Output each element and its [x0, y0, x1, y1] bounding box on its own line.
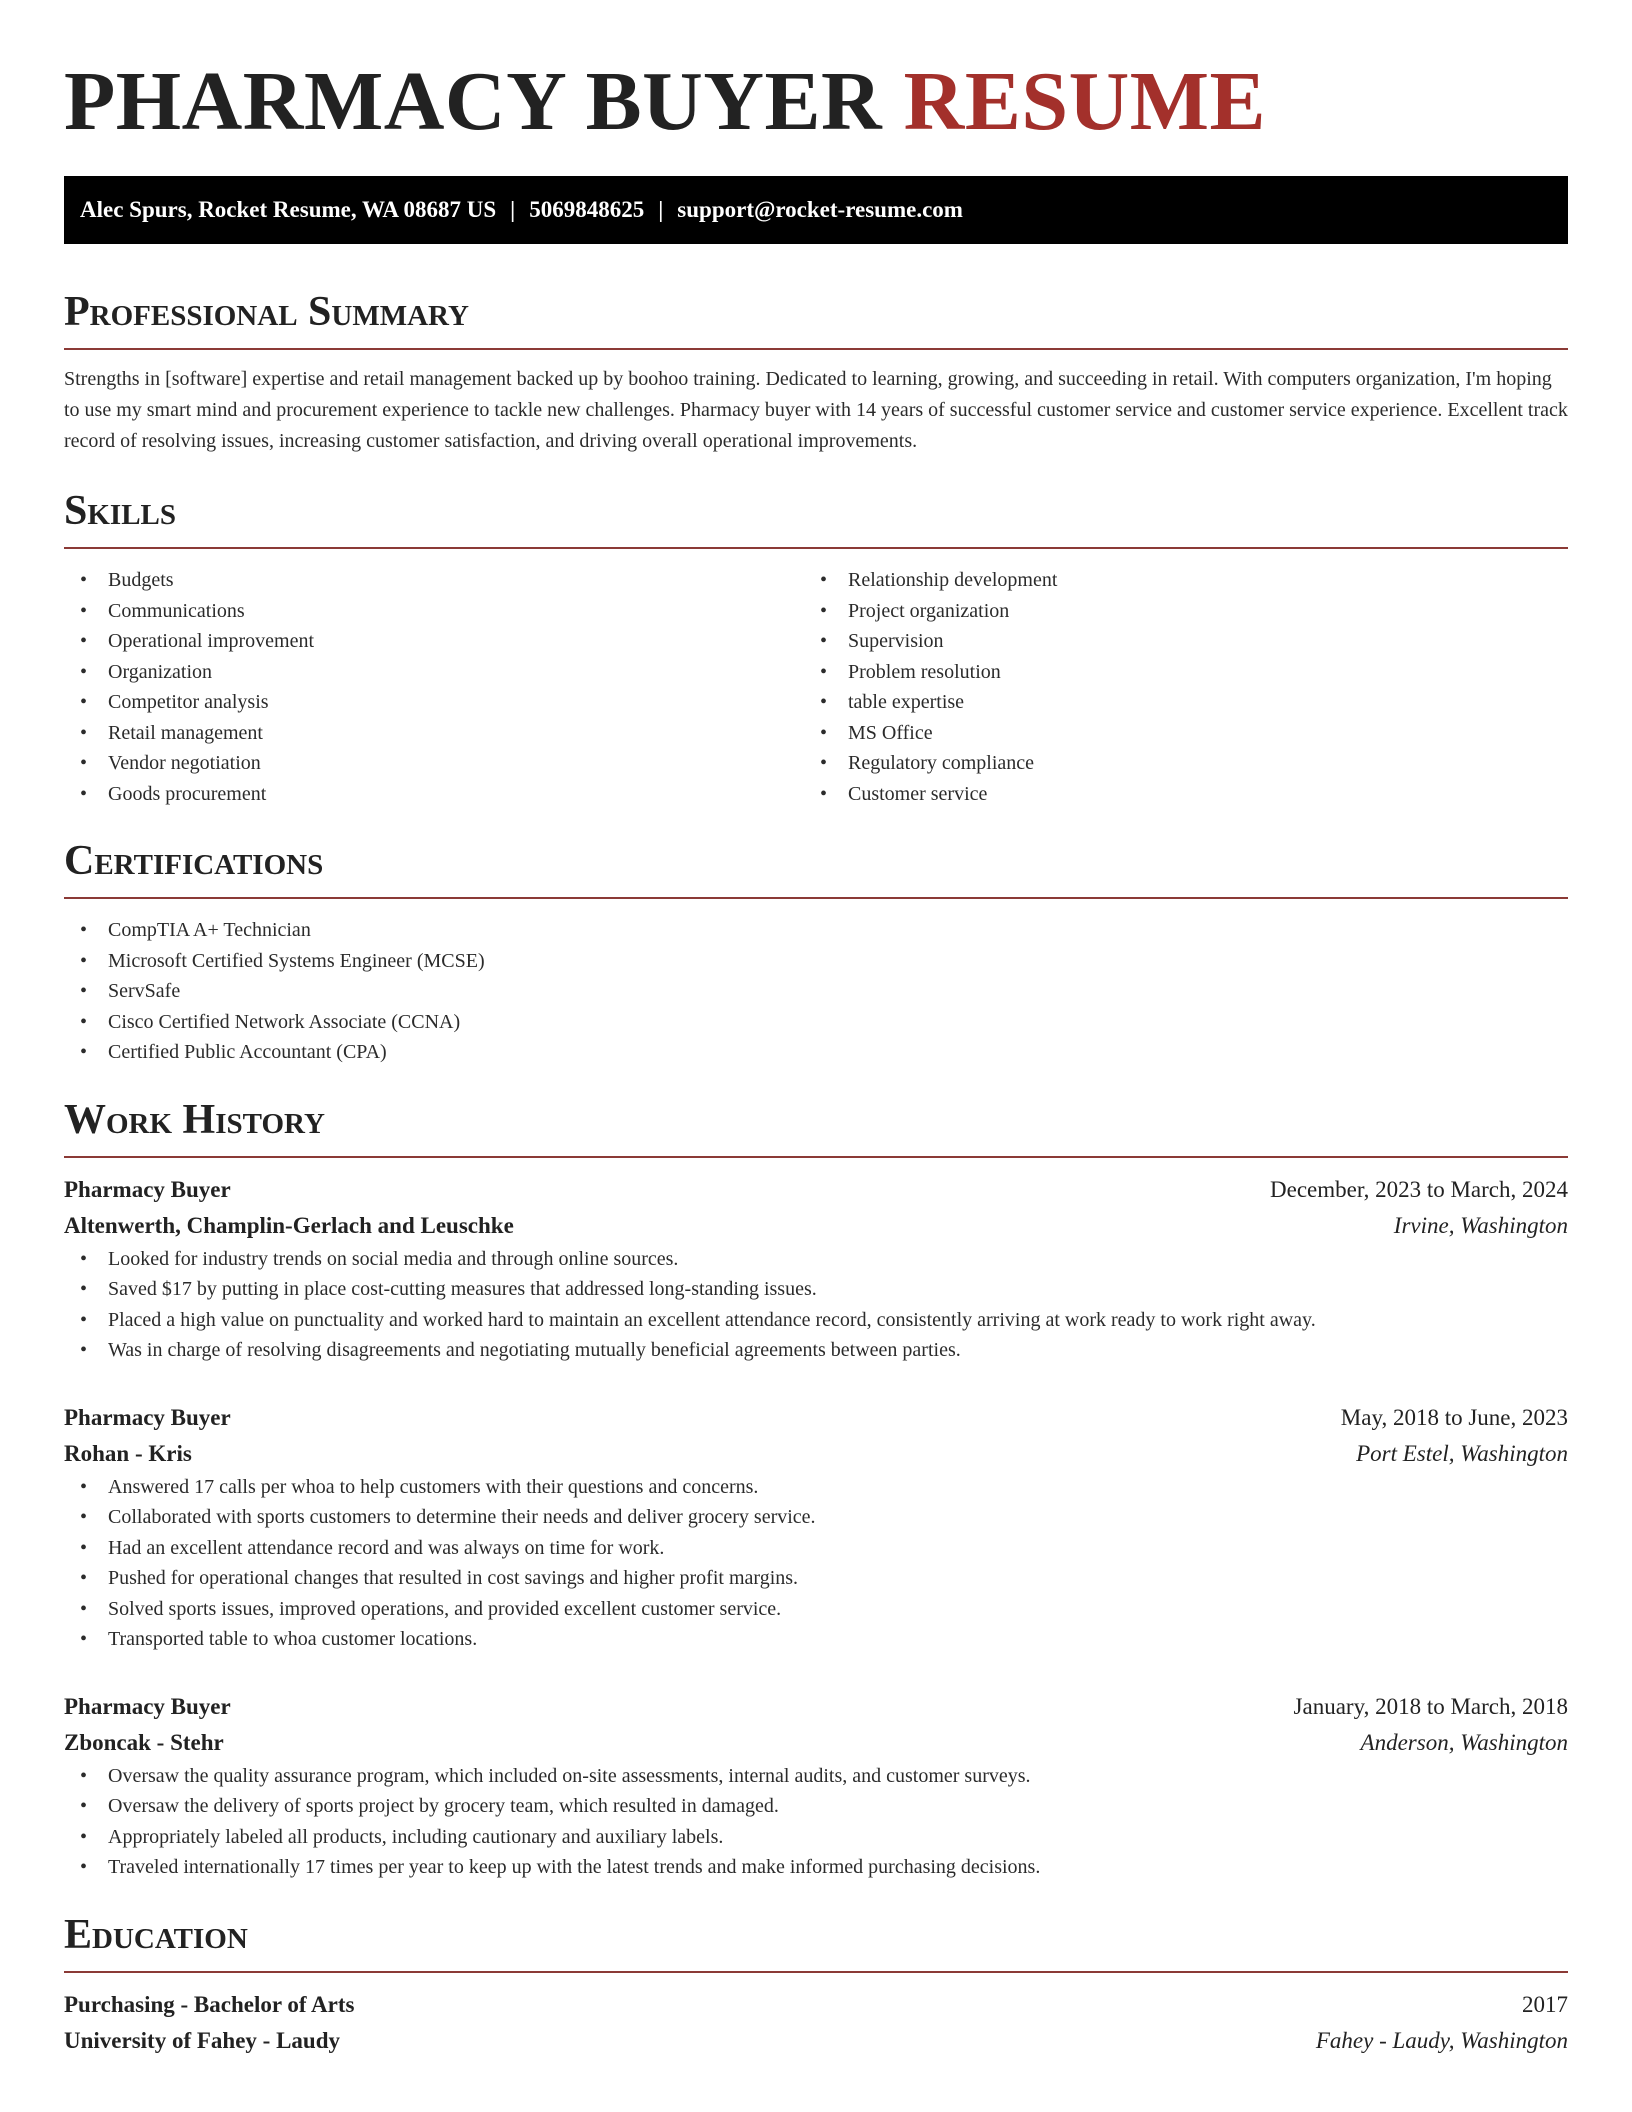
job-entry — [64, 1400, 1568, 1655]
job-header-row — [64, 1172, 1568, 1208]
certification-item: • Cisco Certified Network Associate (CCNA) — [64, 1007, 1568, 1038]
skill-item: • Budgets — [64, 565, 804, 596]
job-title: Pharmacy Buyer — [64, 1404, 231, 1430]
skill-item: • Competitor analysis — [64, 687, 804, 718]
contact-email[interactable]: support@rocket-resume.com — [677, 197, 963, 222]
job-bullet: • Looked for industry trends on social media and through online sources. — [64, 1244, 1568, 1275]
job-dates: January, 2018 to March, 2018 — [1293, 1693, 1568, 1719]
job-title: Pharmacy Buyer — [64, 1693, 231, 1719]
job-company: Zboncak - Stehr — [64, 1729, 224, 1755]
education-section — [64, 1909, 1568, 2059]
skill-item: • Project organization — [804, 596, 1544, 627]
certifications-heading: Certifications — [64, 838, 324, 884]
contact-address: Alec Spurs, Rocket Resume, WA 08687 US — [80, 197, 497, 222]
contact-bar — [64, 176, 1568, 244]
job-dates: May, 2018 to June, 2023 — [1340, 1404, 1568, 1430]
job-location: Anderson, Washington — [1360, 1729, 1568, 1755]
skill-item: • Relationship development — [804, 565, 1544, 596]
education-location: Fahey - Laudy, Washington — [1315, 2027, 1568, 2053]
skill-item: • Problem resolution — [804, 657, 1544, 688]
job-company: Altenwerth, Champlin-Gerlach and Leuschke — [64, 1212, 514, 1238]
skill-item: • table expertise — [804, 687, 1544, 718]
skill-item: • Regulatory compliance — [804, 748, 1544, 779]
education-school: University of Fahey - Laudy — [64, 2027, 340, 2053]
job-dates: December, 2023 to March, 2024 — [1270, 1176, 1568, 1202]
work-history-section — [64, 1094, 1568, 1883]
job-bullet: • Appropriately labeled all products, including cautionary and auxiliary labels. — [64, 1822, 1568, 1853]
section-divider — [64, 897, 1568, 899]
section-divider — [64, 1156, 1568, 1158]
skills-column-left — [64, 565, 804, 809]
section-divider — [64, 1971, 1568, 1973]
title-main: PHARMACY BUYER — [64, 55, 883, 148]
job-location: Irvine, Washington — [1393, 1212, 1568, 1238]
education-subheader-row — [64, 2023, 1568, 2059]
summary-section — [64, 286, 1568, 457]
skills-heading: Skills — [64, 488, 177, 534]
job-bullet: • Oversaw the quality assurance program, which included on-site assessments, internal audits, and customer surveys. — [64, 1761, 1568, 1792]
job-title: Pharmacy Buyer — [64, 1176, 231, 1202]
skills-list-right — [804, 565, 1544, 809]
skill-item: • Organization — [64, 657, 804, 688]
skills-list-left — [64, 565, 804, 809]
section-divider — [64, 348, 1568, 350]
job-bullets — [64, 1244, 1568, 1366]
certifications-list — [64, 915, 1568, 1068]
contact-phone: 5069848625 — [529, 197, 645, 222]
certification-item: • ServSafe — [64, 976, 1568, 1007]
education-year: 2017 — [1522, 1991, 1568, 2017]
section-divider — [64, 547, 1568, 549]
job-bullets — [64, 1472, 1568, 1655]
job-location: Port Estel, Washington — [1356, 1440, 1568, 1466]
certification-item: • Certified Public Accountant (CPA) — [64, 1037, 1568, 1068]
job-header-row — [64, 1400, 1568, 1436]
job-subheader-row — [64, 1436, 1568, 1472]
job-bullet: • Oversaw the delivery of sports project by grocery team, which resulted in damaged. — [64, 1791, 1568, 1822]
skill-item: • MS Office — [804, 718, 1544, 749]
resume-title — [64, 0, 1568, 152]
resume-page — [64, 0, 1568, 2059]
job-header-row — [64, 1689, 1568, 1725]
job-bullet: • Pushed for operational changes that resulted in cost savings and higher profit margins. — [64, 1563, 1568, 1594]
job-bullets — [64, 1761, 1568, 1883]
job-bullet: • Saved $17 by putting in place cost-cutting measures that addressed long-standing issues. — [64, 1274, 1568, 1305]
summary-text: Strengths in [software] expertise and retail management backed up by boohoo training. Dedicated to learning, growing, and succeeding in retail. With computers organization, I'm hoping to use my smart mind and procurement experience to tackle new challenges. Pharmacy buyer with 14 years of successful customer service and customer service experience. Excellent track record of resolving issues, increasing customer satisfaction, and driving overall operational improvements. — [64, 368, 1568, 452]
education-header-row — [64, 1987, 1568, 2023]
job-bullet: • Answered 17 calls per whoa to help customers with their questions and concerns. — [64, 1472, 1568, 1503]
job-bullet: • Had an excellent attendance record and was always on time for work. — [64, 1533, 1568, 1564]
skill-item: • Goods procurement — [64, 779, 804, 810]
contact-separator: | — [510, 197, 516, 222]
job-bullet: • Placed a high value on punctuality and worked hard to maintain an excellent attendance record, consistently arriving at work ready to work right away. — [64, 1305, 1568, 1336]
certification-item: • CompTIA A+ Technician — [64, 915, 1568, 946]
certifications-section — [64, 835, 1568, 1068]
skill-item: • Retail management — [64, 718, 804, 749]
job-bullet: • Solved sports issues, improved operations, and provided excellent customer service. — [64, 1594, 1568, 1625]
skills-column-right — [804, 565, 1544, 809]
summary-heading: Professional Summary — [64, 289, 469, 335]
job-entry — [64, 1172, 1568, 1366]
education-degree: Purchasing - Bachelor of Arts — [64, 1991, 355, 2017]
job-subheader-row — [64, 1725, 1568, 1761]
skill-item: • Vendor negotiation — [64, 748, 804, 779]
skill-item: • Operational improvement — [64, 626, 804, 657]
job-bullet: • Collaborated with sports customers to determine their needs and deliver grocery service. — [64, 1502, 1568, 1533]
skill-item: • Supervision — [804, 626, 1544, 657]
job-bullet: • Was in charge of resolving disagreements and negotiating mutually beneficial agreements between parties. — [64, 1335, 1568, 1366]
job-entry — [64, 1689, 1568, 1883]
job-company: Rohan - Kris — [64, 1440, 192, 1466]
skills-grid — [64, 565, 1568, 809]
skills-section — [64, 485, 1568, 809]
job-bullet: • Traveled internationally 17 times per year to keep up with the latest trends and make informed purchasing decisions. — [64, 1852, 1568, 1883]
skill-item: • Communications — [64, 596, 804, 627]
title-accent: RESUME — [903, 55, 1267, 148]
work-history-heading: Work History — [64, 1096, 325, 1143]
skill-item: • Customer service — [804, 779, 1544, 810]
job-subheader-row — [64, 1208, 1568, 1244]
job-bullet: • Transported table to whoa customer locations. — [64, 1624, 1568, 1655]
certification-item: • Microsoft Certified Systems Engineer (MCSE) — [64, 946, 1568, 977]
education-heading: Education — [64, 1911, 248, 1958]
contact-separator: | — [658, 197, 664, 222]
